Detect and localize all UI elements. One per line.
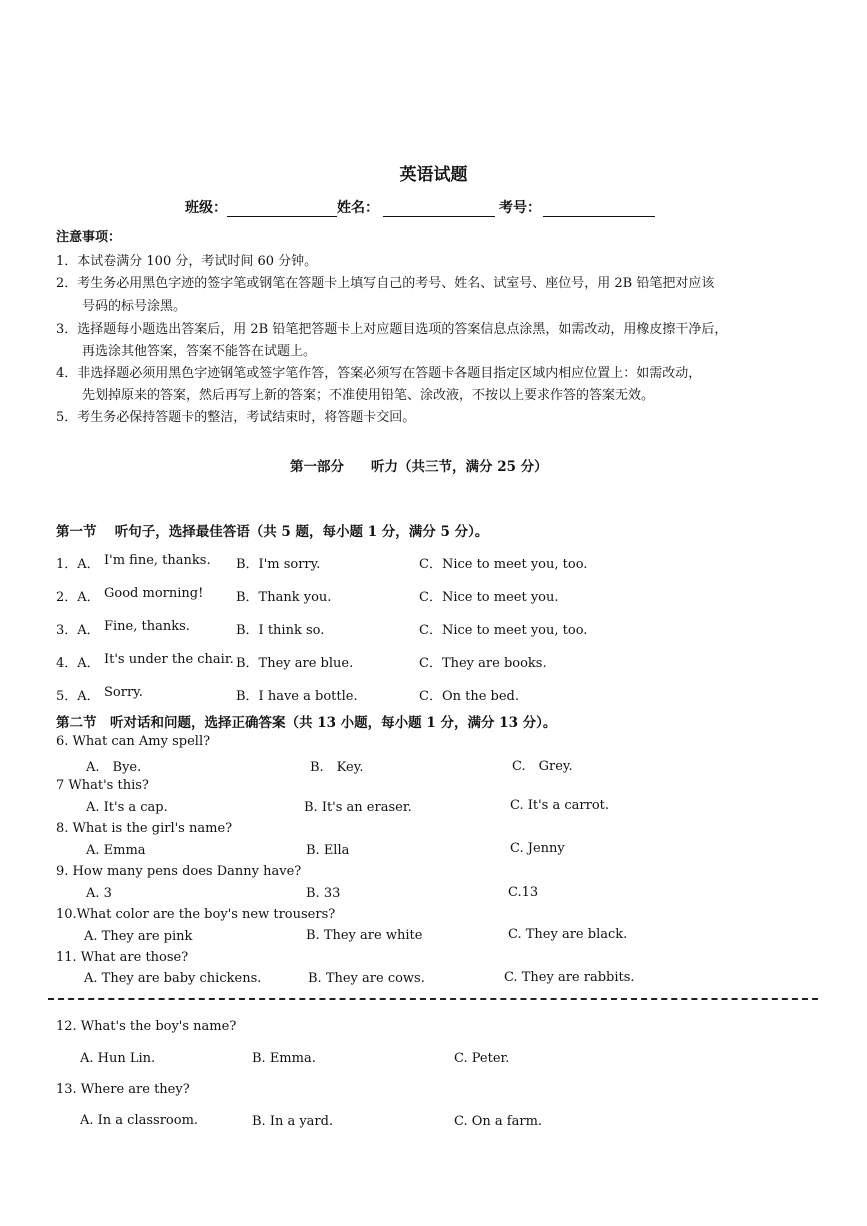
class-label: 班级： (185, 200, 227, 216)
option-c: C．On the bed. (419, 689, 520, 704)
question-text: 13. Where are they? (56, 1082, 190, 1097)
question-text: 11. What are those? (56, 950, 189, 965)
option-b: B. It's an eraser. (304, 800, 412, 815)
option-b: B．They are blue. (236, 656, 354, 671)
option-a: Good morning! (104, 586, 204, 601)
option-a: A. 3 (86, 886, 112, 901)
note-3: 3．选择题每小题选出答案后，用 2B 铅笔把答题卡上对应题目选项的答案信息点涂黑，如需改动，用橡皮擦干净后， (56, 322, 728, 337)
option-a: A. It's a cap. (86, 800, 168, 815)
note-4-cont: 先划掉原来的答案，然后再写上新的答案；不准使用铅笔、涂改液，不按以上要求作答的答案无效。 (82, 388, 655, 403)
option-b: B. Key. (310, 760, 364, 775)
section-two-heading: 第二节 听对话和问题，选择正确答案（共 13 小题，每小题 1 分，满分 13 分）。 (56, 715, 557, 731)
option-c: C.13 (508, 885, 539, 900)
option-c: C. They are black. (508, 927, 628, 942)
class-blank (227, 202, 337, 217)
note-4: 4．非选择题必须用黑色字迹钢笔或签字笔作答，答案必须写在答题卡各题目指定区域内相应位置上：如需改动， (56, 366, 702, 381)
section-one-heading: 第一节 听句子，选择最佳答语（共 5 题，每小题 1 分，满分 5 分）。 (56, 524, 489, 540)
option-a: A. They are baby chickens. (84, 971, 262, 986)
question-number: 2．A． (56, 590, 100, 605)
question-text: 8. What is the girl's name? (56, 821, 233, 836)
question-number: 3．A． (56, 623, 100, 638)
option-c: C．Nice to meet you, too. (419, 557, 588, 572)
name-label: 姓名： (337, 200, 379, 216)
option-b: B. In a yard. (252, 1114, 334, 1129)
question-text: 9. How many pens does Danny have? (56, 864, 302, 879)
note-2: 2．考生务必用黑色字迹的签字笔或钢笔在答题卡上填写自己的考号、姓名、试室号、座位号，用 2B 铅笔把对应该 (56, 276, 715, 291)
question-number: 1．A． (56, 557, 100, 572)
option-c: C．They are books. (419, 656, 547, 671)
option-b: B. They are white (306, 928, 423, 943)
option-a: Fine, thanks. (104, 619, 190, 634)
note-1: 1．本试卷满分 100 分，考试时间 60 分钟。 (56, 254, 318, 269)
option-b: B．I have a bottle. (236, 689, 358, 704)
option-b: B. Emma. (252, 1051, 316, 1066)
option-c: C. Jenny (510, 841, 565, 856)
option-c: C. Grey. (512, 759, 573, 774)
option-a: A. In a classroom. (80, 1113, 199, 1128)
number-label: 考号： (499, 200, 541, 216)
option-a: A. Bye. (86, 760, 142, 775)
option-a: It's under the chair. (104, 652, 234, 667)
name-blank (383, 202, 495, 217)
option-c: C. It's a carrot. (510, 798, 610, 813)
option-b: B．I think so. (236, 623, 325, 638)
dashed-divider (48, 998, 818, 1000)
notes-heading: 注意事项： (56, 230, 122, 245)
option-b: B．Thank you. (236, 590, 332, 605)
note-2-cont: 号码的标号涂黑。 (82, 299, 187, 314)
number-blank (543, 202, 655, 217)
question-text: 7 What's this? (56, 778, 149, 793)
part-one-heading: 第一部分 听力（共三节，满分 25 分） (290, 459, 548, 475)
info-row (185, 197, 655, 217)
option-b: B. They are cows. (308, 971, 425, 986)
question-text: 12. What's the boy's name? (56, 1019, 237, 1034)
option-a: A. They are pink (84, 929, 193, 944)
question-text: 6. What can Amy spell? (56, 734, 211, 749)
option-c: C. Peter. (454, 1051, 510, 1066)
option-a: I'm fine, thanks. (104, 553, 211, 568)
option-b: B. 33 (306, 886, 341, 901)
option-c: C．Nice to meet you, too. (419, 623, 588, 638)
option-a: A. Hun Lin. (80, 1051, 156, 1066)
option-c: C. They are rabbits. (504, 970, 635, 985)
option-c: C．Nice to meet you. (419, 590, 559, 605)
exam-title: 英语试题 (399, 165, 468, 185)
option-a: A. Emma (86, 843, 146, 858)
question-number: 5．A． (56, 689, 100, 704)
option-b: B. Ella (306, 843, 350, 858)
note-3-cont: 再选涂其他答案，答案不能答在试题上。 (82, 344, 317, 359)
note-5: 5．考生务必保持答题卡的整洁，考试结束时，将答题卡交回。 (56, 410, 416, 425)
option-a: Sorry. (104, 685, 143, 700)
option-c: C. On a farm. (454, 1114, 543, 1129)
question-number: 4．A． (56, 656, 100, 671)
option-b: B．I'm sorry. (236, 557, 321, 572)
question-text: 10.What color are the boy's new trousers? (56, 907, 336, 922)
